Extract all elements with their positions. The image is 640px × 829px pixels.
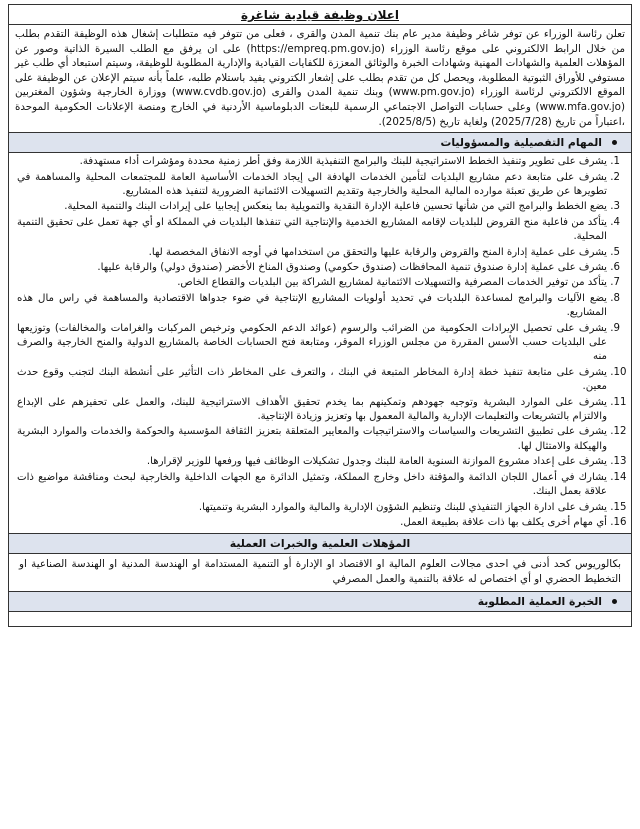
experience-body xyxy=(9,612,631,626)
section-tasks-header xyxy=(9,133,631,153)
bullet-icon xyxy=(612,140,617,145)
qualifications-text: بكالوريوس كحد أدنى في احدى مجالات العلوم المالية او الاقتصاد او الإدارة أو التنمية المستدامة او الهندسة المدنية او الهندسة الصناعية او التخطيط الحضري او أي اختصاص له علاقة بالتنمية والعمل المصرفي xyxy=(9,554,631,591)
tasks-list xyxy=(9,153,631,534)
section-experience-title: الخبرة العملية المطلوبة xyxy=(477,594,602,608)
announcement-frame xyxy=(8,4,632,627)
bullet-icon xyxy=(612,599,617,604)
task-item: 12. يشرف على تطبيق التشريعات والسياسات والاستراتيجيات والمعايير المتعلقة بتعزيز الثقافة المؤسسية والحوكمة والخدمات والموارد البشرية والهيكلة والامتثال لها. xyxy=(17,425,607,454)
section-tasks-title: المهام التفصيلية والمسؤوليات xyxy=(440,136,602,150)
task-item: 10. يشرف على متابعة تنفيذ خطة إدارة المخاطر المتبعة في البنك ، والتعرف على المخاطر ذات التأثير على أنشطة البنك لتجنب وقوع حدث معين. xyxy=(17,366,607,395)
task-item: 4. يتأكد من فاعلية منح القروض للبلديات لإقامه المشاريع الخدمية والإنتاجية التي تنفذها البلديات في المملكة او أي جهة تعمل على تحقيق التنمية المحلية. xyxy=(17,216,607,245)
section-qualifications-header xyxy=(9,534,631,554)
task-item: 15. يشرف على ادارة الجهاز التنفيذي للبنك وتنظيم الشؤون الإدارية والمالية والموارد البشرية وتنميتها. xyxy=(17,501,607,515)
task-item: 13. يشرف على إعداد مشروع الموازنة السنوية العامة للبنك وجدول تشكيلات الوظائف فيها ورفعها للوزير لإقرارها. xyxy=(17,455,607,469)
task-item: 16. أي مهام أخرى يكلف بها ذات علاقة بطبيعة العمل. xyxy=(17,516,607,530)
task-item: 9. يشرف على تحصيل الإيرادات الحكومية من الضرائب والرسوم (عوائد الدعم الحكومي وترخيص المركبات والغرامات والمخالفات) وتوزيعها على البلديات حسب الأسس المقررة من مجلس الوزراء الموقر، ومتابعة فتح الحسابات الخاصة بالمشاريع الدولية والمنح الخارجية والصرف منه xyxy=(17,322,607,365)
task-item: 1. يشرف على تطوير وتنفيذ الخطط الاستراتيجية للبنك والبرامج التنفيذية اللازمة وفق أطر زمنية محددة ومؤشرات أداء مستهدفة. xyxy=(17,155,607,169)
task-item: 11. يشرف على الموارد البشرية وتوجيه جهودهم وتمكينهم بما يخدم تحقيق الأهداف الاستراتيجية للبنك، والعمل على تحفيزهم على الإبداع والالتزام بالتشريعات والتعليمات الإدارية والمالية المعمول بها وتعزيز وزيادة الإنتاجية. xyxy=(17,396,607,425)
section-experience-header xyxy=(9,592,631,612)
task-item: 7. يتأكد من توفير الخدمات المصرفية والتسهيلات الائتمانية لمشاريع الشراكة بين البلديات والقطاع الخاص. xyxy=(17,276,607,290)
section-qualifications-title: المؤهلات العلمية والخبرات العملية xyxy=(229,537,411,551)
task-item: 8. يضع الآليات والبرامج لمساعدة البلديات في تحديد أولويات المشاريع الإنتاجية في ضوء جدواها الاقتصادية والمساهمة في راس مال هذه المشاريع. xyxy=(17,292,607,321)
task-item: 5. يشرف على عملية إدارة المنح والقروض والرقابة عليها والتحقق من استخدامها في أوجه الانفاق المخصصة لها. xyxy=(17,246,607,260)
task-item: 6. يشرف على عملية إدارة صندوق تنمية المحافظات (صندوق حكومي) وصندوق المناخ الأخضر (صندوق دولي) والرقابة عليها. xyxy=(17,261,607,275)
announcement-title: اعلان وظيفة قيادية شاغرة xyxy=(9,5,631,25)
task-item: 3. يضع الخطط والبرامج التي من شأنها تحسين فاعلية الإدارة النقدية والتمويلية بما ينعكس إيجابيا على إيرادات البنك والتنمية المحلية. xyxy=(17,200,607,214)
task-item: 14. يشارك في أعمال اللجان الدائمة والمؤقتة داخل وخارج المملكة، وتمثيل الدائرة مع الجهات الداخلية والخارجية لبحث ومناقشة مواضيع ذات علاقة بعمل البنك. xyxy=(17,471,607,500)
task-item: 2. يشرف على متابعة دعم مشاريع البلديات لتأمين الخدمات الهادفة الى إيجاد الخدمات الأساسية العامة للمجتمعات المحلية والمساهمة في تطويرها عن طريق تعبئة موارده المالية المحلية والخارجية وتقديم التسهيلات الائتمانية الضرورية لتنفيذ هذه المشاريع. xyxy=(17,171,607,200)
announcement-intro: تعلن رئاسة الوزراء عن توفر شاغر وظيفة مدير عام بنك تنمية المدن والقرى ، فعلى من تتوفر فيه متطلبات إشغال هذه الوظيفة التقدم بطلب من خلال الرابط الالكتروني على موقع رئاسة الوزراء (https://empreq.pm.gov.jo) على ان يرفق مع الطلب السيرة الذاتية وصور عن المؤهلات العلمية والشهادات المهنية وشهادات الخبرة والوثائق المعززة للكفايات القيادية والإدارية المطلوبة للوظيفة، وسيتم استبعاد أي طلب غير مستوفي للأوراق الثبوتية المطلوبة، ويحصل كل من تقدم بطلب على إشعار الكتروني يفيد باستلام طلبه، علماً بأنه سيتم الإعلان عن الوظيفة على الموقع الالكتروني لرئاسة الوزراء (www.pm.gov.jo) وبنك تنمية المدن والقرى (www.cvdb.gov.jo) ووزارة الخارجية وشؤون المغتربين (www.mfa.gov.jo) وعلى حسابات التواصل الاجتماعي الرسمية للبعثات الدبلوماسية الأردنية في الخارج ومنصة الإعلانات الحكومية الموحدة ،اعتباراً من تاريخ (2025/7/28) ولغاية تاريخ (2025/8/5). xyxy=(9,25,631,133)
